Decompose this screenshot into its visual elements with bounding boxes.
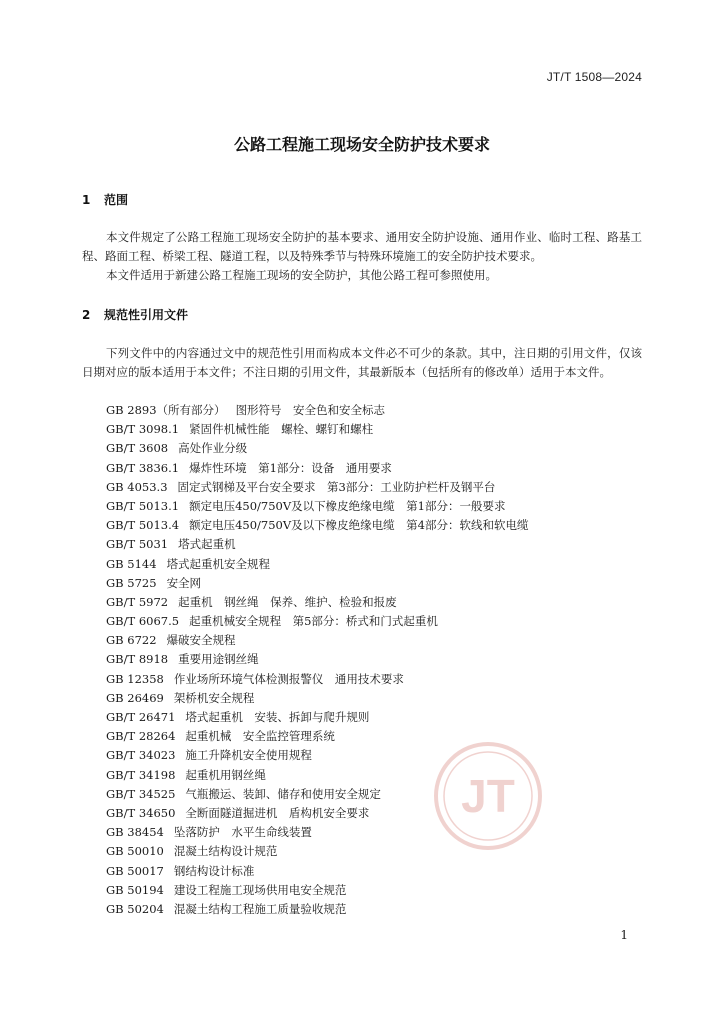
reference-title: 起重机用钢丝绳 [185, 767, 266, 782]
reference-title: 建设工程施工现场供用电安全规范 [173, 882, 347, 897]
document-title: 公路工程施工现场安全防护技术要求 [233, 135, 490, 154]
reference-item [106, 631, 528, 650]
reference-item [106, 881, 528, 900]
reference-code: GB 50204 [106, 901, 164, 916]
reference-title: 重要用途钢丝绳 [178, 652, 259, 667]
reference-title: 坠落防护 水平生命线装置 [173, 825, 312, 840]
reference-title: 紧固件机械性能 螺栓、螺钉和螺柱 [189, 422, 374, 437]
reference-code: GB 38454 [106, 825, 164, 840]
reference-title: 起重机械安全规程 第5部分：桥式和门式起重机 [189, 614, 438, 629]
reference-item [106, 459, 528, 478]
section-2-heading [82, 306, 188, 323]
reference-title: 塔式起重机 安装、拆卸与爬升规则 [185, 710, 370, 724]
section-1-paragraph-1: 本文件规定了公路工程施工现场安全防护的基本要求、通用安全防护设施、通用作业、临时工程、路基工程、路面工程、桥梁工程、隧道工程，以及特殊季节与特殊环境施工的安全防护技术要求。 [82, 230, 642, 263]
section-2-title: 规范性引用文件 [104, 308, 189, 322]
reference-title: 全断面隧道掘进机 盾构机安全要求 [185, 805, 370, 820]
reference-code: GB 5725 [106, 575, 157, 590]
reference-code: GB/T 5972 [106, 594, 169, 609]
reference-title: 塔式起重机安全规程 [166, 556, 271, 571]
reference-item [106, 708, 528, 727]
section-2-number: 2 [82, 308, 91, 322]
reference-item [106, 439, 528, 458]
reference-code: GB/T 8918 [106, 652, 169, 667]
reference-title: 固定式钢梯及平台安全要求 第3部分：工业防护栏杆及钢平台 [177, 479, 496, 494]
reference-title: 安全网 [166, 575, 202, 590]
reference-title: 塔式起重机 [178, 537, 236, 552]
standard-code: JT/T 1508—2024 [546, 70, 642, 84]
reference-code: GB/T 6067.5 [106, 614, 180, 629]
reference-title: 爆破安全规程 [166, 633, 236, 648]
reference-item [106, 574, 528, 593]
reference-code: GB/T 3836.1 [106, 460, 180, 475]
reference-item [106, 478, 528, 497]
reference-code: GB 2893（所有部分） [106, 403, 226, 417]
reference-title: 图形符号 安全色和安全标志 [235, 403, 386, 417]
reference-code: GB 4053.3 [106, 479, 168, 494]
reference-title: 钢结构设计标准 [173, 863, 255, 878]
reference-code: GB 50194 [106, 882, 164, 897]
reference-item [106, 689, 528, 708]
reference-code: GB/T 26471 [106, 710, 176, 724]
reference-code: GB/T 5013.1 [106, 498, 180, 513]
reference-title: 架桥机安全规程 [173, 690, 255, 705]
reference-title: 额定电压450/750V及以下橡皮绝缘电缆 第1部分：一般要求 [189, 498, 506, 513]
reference-code: GB/T 34198 [106, 767, 176, 782]
reference-code: GB/T 3608 [106, 441, 169, 456]
reference-item [106, 516, 528, 535]
section-1-heading [82, 191, 128, 208]
reference-code: GB 50010 [106, 844, 164, 859]
section-2-intro: 下列文件中的内容通过文中的规范性引用而构成本文件必不可少的条款。其中，注日期的引用文件，仅该日期对应的版本适用于本文件；不注日期的引用文件，其最新版本（包括所有的修改单）适用于本文件。 [82, 346, 642, 379]
reference-code: GB/T 34650 [106, 805, 176, 820]
reference-item [106, 612, 528, 631]
reference-title: 混凝土结构工程施工质量验收规范 [173, 901, 347, 916]
reference-title: 额定电压450/750V及以下橡皮绝缘电缆 第4部分：软线和软电缆 [189, 518, 529, 533]
page-number: 1 [620, 928, 628, 942]
reference-title: 施工升降机安全使用规程 [185, 748, 312, 763]
section-1-paragraph-2: 本文件适用于新建公路工程施工现场的安全防护，其他公路工程可参照使用。 [106, 268, 497, 282]
reference-title: 混凝土结构设计规范 [173, 844, 278, 859]
reference-item [106, 862, 528, 881]
reference-code: GB/T 5031 [106, 537, 169, 552]
reference-title: 起重机械 安全监控管理系统 [185, 729, 335, 744]
reference-item [106, 900, 528, 919]
reference-item [106, 593, 528, 612]
reference-code: GB/T 34525 [106, 786, 176, 801]
reference-code: GB 50017 [106, 863, 164, 878]
reference-title: 气瓶搬运、装卸、储存和使用安全规定 [185, 786, 381, 801]
section-1-number: 1 [82, 193, 91, 207]
reference-code: GB 6722 [106, 633, 157, 648]
svg-text:JT: JT [461, 770, 515, 822]
jt-logo-watermark [432, 740, 544, 852]
reference-title: 爆炸性环境 第1部分：设备 通用要求 [189, 460, 392, 475]
reference-code: GB 5144 [106, 556, 157, 571]
reference-item [106, 535, 528, 554]
reference-title: 作业场所环境气体检测报警仪 通用技术要求 [173, 671, 404, 686]
reference-code: GB/T 28264 [106, 729, 176, 744]
reference-code: GB 12358 [106, 671, 164, 686]
reference-item [106, 670, 528, 689]
reference-item [106, 420, 528, 439]
reference-code: GB 26469 [106, 690, 164, 705]
reference-code: GB/T 3098.1 [106, 422, 180, 437]
reference-code: GB/T 34023 [106, 748, 176, 763]
reference-item [106, 401, 528, 420]
reference-code: GB/T 5013.4 [106, 518, 180, 533]
reference-title: 起重机 钢丝绳 保养、维护、检验和报废 [178, 594, 397, 609]
reference-item [106, 650, 528, 669]
section-1-title: 范围 [104, 193, 129, 207]
reference-item [106, 555, 528, 574]
reference-title: 高处作业分级 [178, 441, 248, 456]
reference-item [106, 497, 528, 516]
